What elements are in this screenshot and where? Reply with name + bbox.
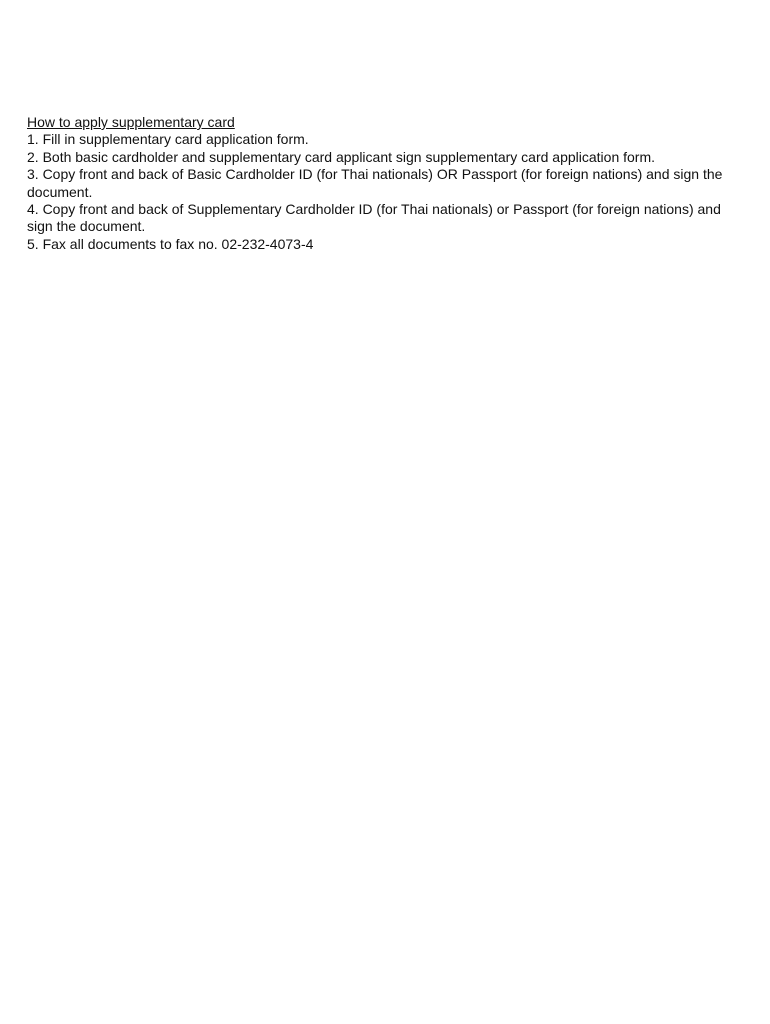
instructions-document bbox=[27, 114, 749, 253]
step-4: 4. Copy front and back of Supplementary Cardholder ID (for Thai nationals) or Passport (for foreign nations) and sign the document. bbox=[27, 201, 721, 235]
step-2: 2. Both basic cardholder and supplementary card applicant sign supplementary card application form. bbox=[27, 148, 656, 165]
step-1: 1. Fill in supplementary card application form. bbox=[27, 131, 309, 148]
document-heading: How to apply supplementary card bbox=[27, 114, 235, 130]
steps-list bbox=[27, 131, 749, 253]
step-5: 5. Fax all documents to fax no. 02-232-4073-4 bbox=[27, 235, 314, 252]
step-3: 3. Copy front and back of Basic Cardholder ID (for Thai nationals) OR Passport (for foreign nations) and sign the document. bbox=[27, 166, 723, 200]
